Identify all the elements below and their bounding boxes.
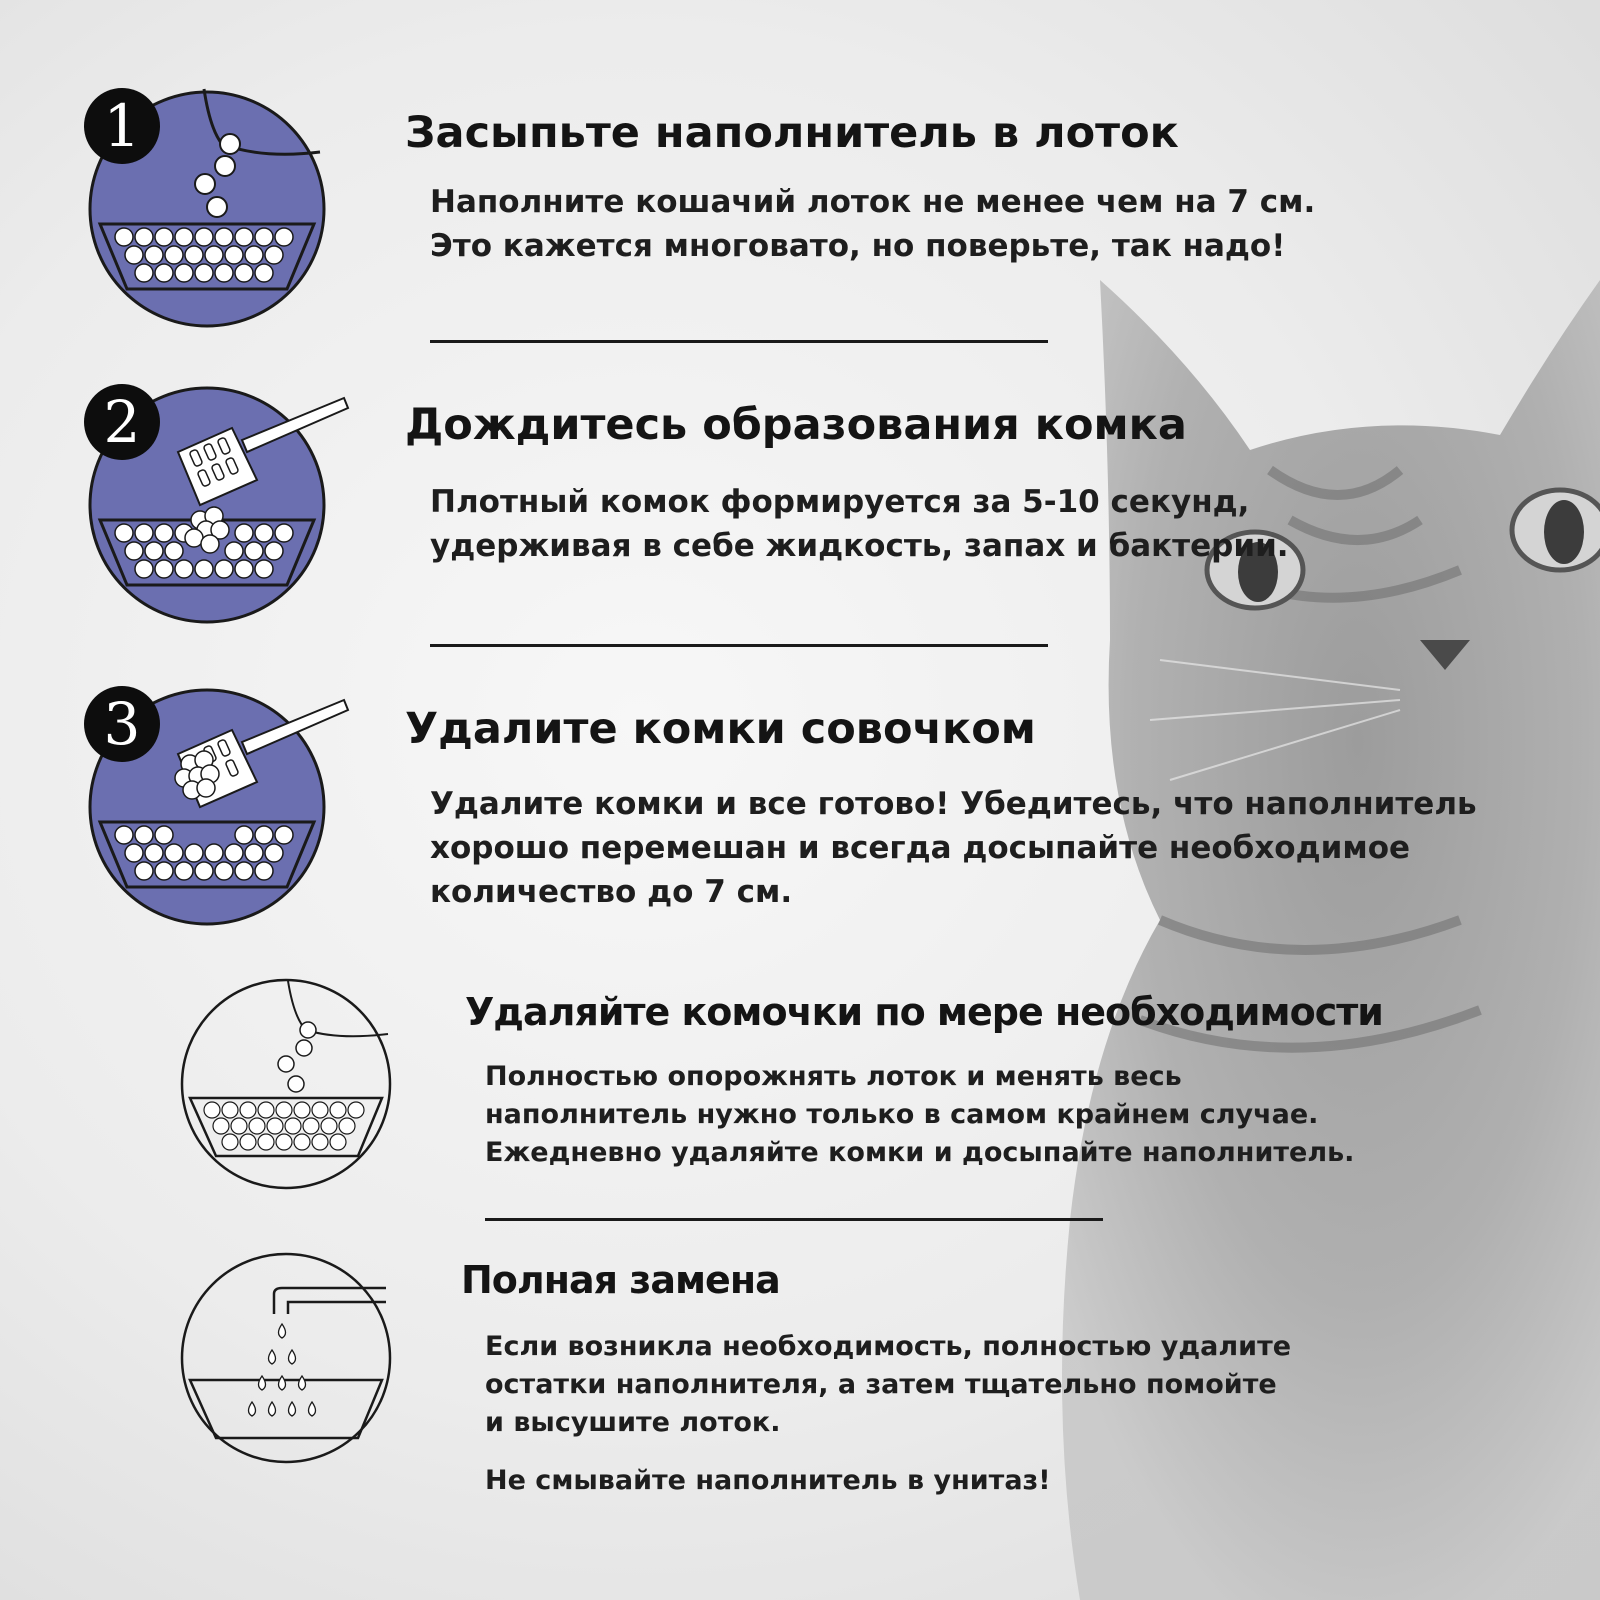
tip-title: Полная замена xyxy=(461,1258,780,1302)
step-line: количество до 7 см. xyxy=(430,874,793,910)
step-line: Плотный комок формируется за 5-10 секунд, xyxy=(430,484,1250,520)
tip-line: Ежедневно удаляйте комки и досыпайте наполнитель. xyxy=(485,1137,1355,1168)
clump-forming-icon xyxy=(82,380,352,625)
tip-warning: Не смывайте наполнитель в унитаз! xyxy=(485,1465,1051,1496)
section-divider xyxy=(430,644,1048,647)
step-title: Дождитесь образования комка xyxy=(405,400,1187,450)
step-line: удерживая в себе жидкость, запах и бактерии. xyxy=(430,528,1289,564)
svg-text:2: 2 xyxy=(103,388,141,456)
pour-litter-icon xyxy=(82,84,327,329)
top-up-litter-icon xyxy=(178,978,398,1193)
tip-line: Если возникла необходимость, полностью удалите xyxy=(485,1331,1292,1362)
tip-title: Удаляйте комочки по мере необходимости xyxy=(465,990,1383,1034)
step-line: Удалите комки и все готово! Убедитесь, что наполнитель xyxy=(430,786,1477,822)
wash-tray-icon xyxy=(178,1252,398,1467)
svg-text:3: 3 xyxy=(103,690,141,758)
step-title: Удалите комки совочком xyxy=(405,704,1036,754)
section-divider xyxy=(485,1218,1103,1221)
tip-line: наполнитель нужно только в самом крайнем случае. xyxy=(485,1099,1319,1130)
section-divider xyxy=(430,340,1048,343)
tip-line: остатки наполнителя, а затем тщательно помойте xyxy=(485,1369,1277,1400)
step-number-badge xyxy=(84,384,160,460)
step-title: Засыпьте наполнитель в лоток xyxy=(405,108,1179,158)
svg-text:1: 1 xyxy=(103,92,141,160)
tip-line: Полностью опорожнять лоток и менять весь xyxy=(485,1061,1182,1092)
step-line: хорошо перемешан и всегда досыпайте необходимое xyxy=(430,830,1411,866)
step-line: Это кажется многовато, но поверьте, так надо! xyxy=(430,228,1286,264)
step-number-badge xyxy=(84,686,160,762)
step-line: Наполните кошачий лоток не менее чем на 7 см. xyxy=(430,184,1316,220)
scoop-clumps-icon xyxy=(82,682,352,927)
tip-line: и высушите лоток. xyxy=(485,1407,781,1438)
step-number-badge xyxy=(84,88,160,164)
